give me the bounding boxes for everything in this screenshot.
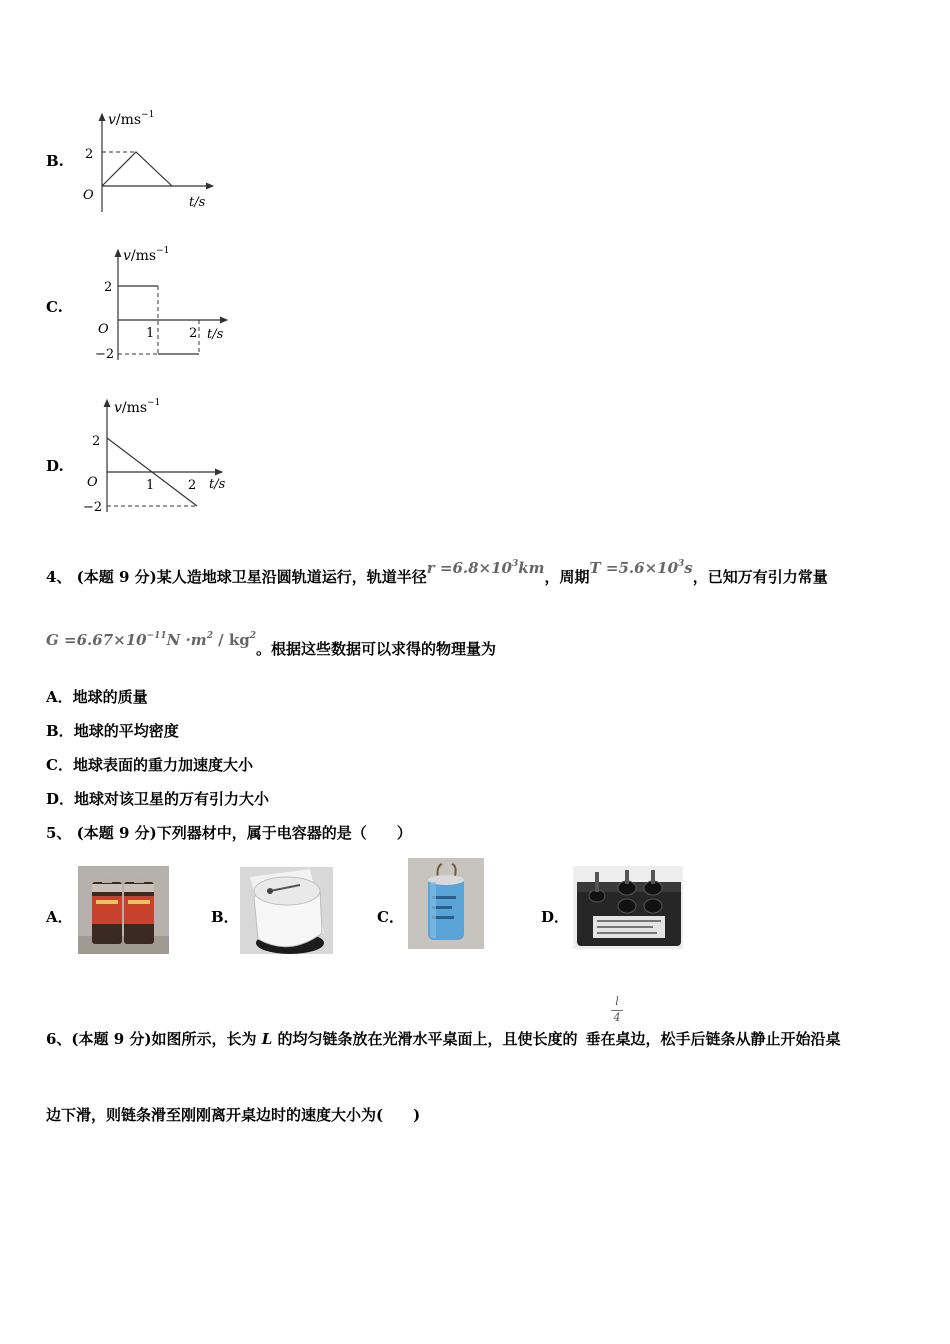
q4-mid: ，周期 — [544, 568, 590, 586]
q5-option-d-letter[interactable]: D． — [541, 908, 570, 926]
x-tick-label: 1 — [146, 326, 155, 341]
cylinder-photo — [240, 867, 333, 954]
y-axis-label: $v/ms^{-1}$ — [123, 246, 170, 264]
battery-photo — [78, 866, 169, 954]
option-letter-d: D. — [46, 457, 64, 475]
q5-option-a-letter[interactable]: A． — [46, 908, 73, 926]
q6-line2: 边下滑，则链条滑至刚刚离开桌边时的速度大小为( ) — [46, 1106, 421, 1124]
q4-prefix: 4、 (本题 9 分)某人造地球卫星沿圆轨道运行，轨道半径 — [46, 568, 427, 586]
battery-right — [124, 876, 154, 944]
y-tick-label: 2 — [104, 280, 113, 295]
q4-option-b[interactable]: B．地球的平均密度 — [46, 722, 179, 740]
q5-option-c-letter[interactable]: C． — [377, 908, 404, 926]
y-tick-label: 2 — [85, 147, 94, 162]
resistance-box-photo — [573, 866, 683, 949]
length-symbol: L — [261, 1030, 273, 1048]
battery-left — [92, 876, 122, 944]
y-tick-label: −2 — [83, 500, 103, 515]
capacitor-photo — [408, 858, 484, 949]
x-tick-label: 2 — [189, 326, 198, 341]
origin-label: O — [98, 322, 109, 337]
fraction-one-quarter: l 4 — [611, 996, 623, 1024]
option-letter-c: C. — [46, 298, 63, 316]
velocity-time-graph-b — [75, 100, 225, 215]
velocity-time-graph-d — [76, 390, 236, 515]
q4-period-formula: $T =5.6\times 10^3s$ — [589, 559, 693, 577]
q4-line1 — [46, 559, 828, 587]
x-axis-label: t/s — [189, 195, 206, 210]
q4-radius-formula: $r =6.8\times 10^3km$ — [426, 559, 545, 577]
option-letter-b: B. — [46, 152, 64, 170]
velocity-curve — [102, 152, 172, 186]
q4-suffix: ，已知万有引力常量 — [692, 568, 828, 586]
x-axis-label: t/s — [207, 327, 224, 342]
origin-label: O — [83, 188, 94, 203]
q5-option-b-letter[interactable]: B． — [211, 908, 239, 926]
x-axis-label: t/s — [209, 477, 226, 492]
origin-label: O — [87, 475, 98, 490]
q4-line2-text: 。根据这些数据可以求得的物理量为 — [256, 640, 497, 658]
y-axis-label: $v/ms^{-1}$ — [108, 110, 155, 128]
q4-line2 — [46, 629, 497, 658]
q4-option-c[interactable]: C．地球表面的重力加速度大小 — [46, 756, 253, 774]
y-axis-label: $v/ms^{-1}$ — [114, 398, 161, 416]
q4-option-a[interactable]: A．地球的质量 — [46, 688, 148, 706]
x-tick-label: 1 — [146, 478, 155, 493]
x-tick-label: 2 — [188, 478, 197, 493]
q4-option-d[interactable]: D．地球对该卫星的万有引力大小 — [46, 790, 270, 808]
velocity-time-graph-c — [85, 238, 235, 363]
y-tick-label: 2 — [92, 434, 101, 449]
q6-line1: 6、(本题 9 分)如图所示，长为 L 的均匀链条放在光滑水平桌面上，且使长度的 垂在桌边，松手后链条从静止开始沿桌 — [46, 1030, 841, 1048]
q4-gravity-constant-formula: $G =6.67\times 10^{-11}N \cdot m^2 / kg^2$ — [46, 631, 257, 649]
q5-stem: 5、 (本题 9 分)下列器材中，属于电容器的是（ ） — [46, 824, 412, 842]
y-tick-label: −2 — [95, 347, 115, 362]
